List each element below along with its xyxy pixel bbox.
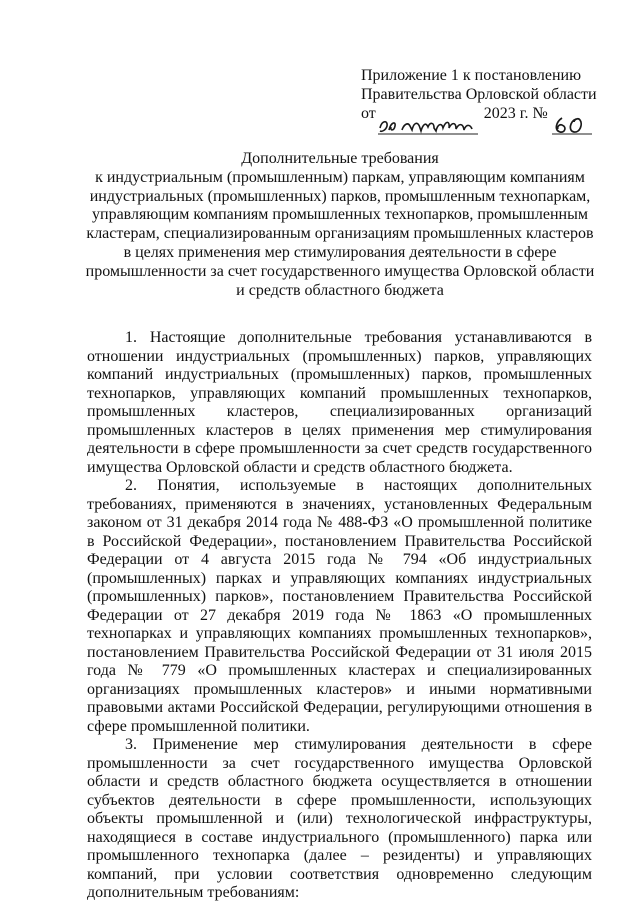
annex-line-2: Правительства Орловской области	[361, 86, 597, 103]
date-prefix: от	[361, 105, 376, 122]
handwritten-number-signature	[552, 112, 592, 138]
title-line: промышленности за счет государственного имущества Орловской области	[85, 262, 595, 280]
paragraph-2: 2. Понятия, используемые в настоящих дополнительных требованиях, применяются в значениях, установленных Федеральным законом от 31 декабря 2014 года № 488-ФЗ «О промышленной политике в Российской Федерации», постановлением Правительства Российской Федерации от 4 августа 2015 года № 794 «Об индустриальных (промышленных) парках и управляющих компаниях индустриальных (промышленных) парков», постановлением Правительства Российской Федерации от 27 декабря 2019 года № 1863 «О промышленных технопарках и управляющих компаниях промышленных технопарков», постановлением Правительства Российской Федерации от 31 июля 2015 года № 779 «О промышленных кластерах и специализированных организациях промышленных кластеров» и иными нормативными правовыми актами Российской Федерации, регулирующими отношения в сфере промышленной политики.	[87, 477, 592, 735]
annex-line-1: Приложение 1 к постановлению	[361, 67, 582, 84]
title-line: управляющим компаниям промышленных технопарков, промышленным	[92, 206, 588, 224]
document-title	[60, 150, 620, 300]
year-text: 2023 г. №	[483, 105, 548, 122]
document-body	[87, 329, 592, 903]
paragraph-1: 1. Настоящие дополнительные требования устанавливаются в отношении индустриальных (промышленных) парков, управляющих компаний индустриальных (промышленных) парков, промышленных технопарков, управляющих компаний промышленных технопарков, промышленных кластеров, специализированных организаций промышленных кластеров в целях применения мер стимулирования деятельности в сфере промышленности за счет средств государственного имущества Орловской области и средств областного бюджета.	[87, 329, 592, 476]
title-line: в целях применения мер стимулирования деятельности в сфере	[123, 243, 557, 261]
title-line: и средств областного бюджета	[236, 281, 444, 299]
title-line: Дополнительные требования	[241, 150, 439, 167]
title-line: кластерам, специализированным организациям промышленных кластеров	[86, 225, 594, 243]
paragraph-3: 3. Применение мер стимулирования деятельности в сфере промышленности за счет государственного имущества Орловской области и средств областного бюджета осуществляется в отношении субъектов деятельности в сфере промышленности, использующих объекты промышленной и (или) технологической инфраструктуры, находящиеся в составе индустриального (промышленного) парка или промышленного технопарка (далее – резиденты) и управляющих компаний, при условии соответствия одновременно следующим дополнительным требованиям:	[87, 736, 592, 901]
handwritten-date-signature	[376, 112, 480, 138]
title-line: к индустриальным (промышленным) паркам, управляющим компаниям	[95, 168, 585, 186]
title-line: индустриальных (промышленных) парков, промышленным технопаркам,	[89, 187, 591, 205]
annex-header	[361, 66, 601, 123]
annex-line-3	[361, 104, 601, 123]
